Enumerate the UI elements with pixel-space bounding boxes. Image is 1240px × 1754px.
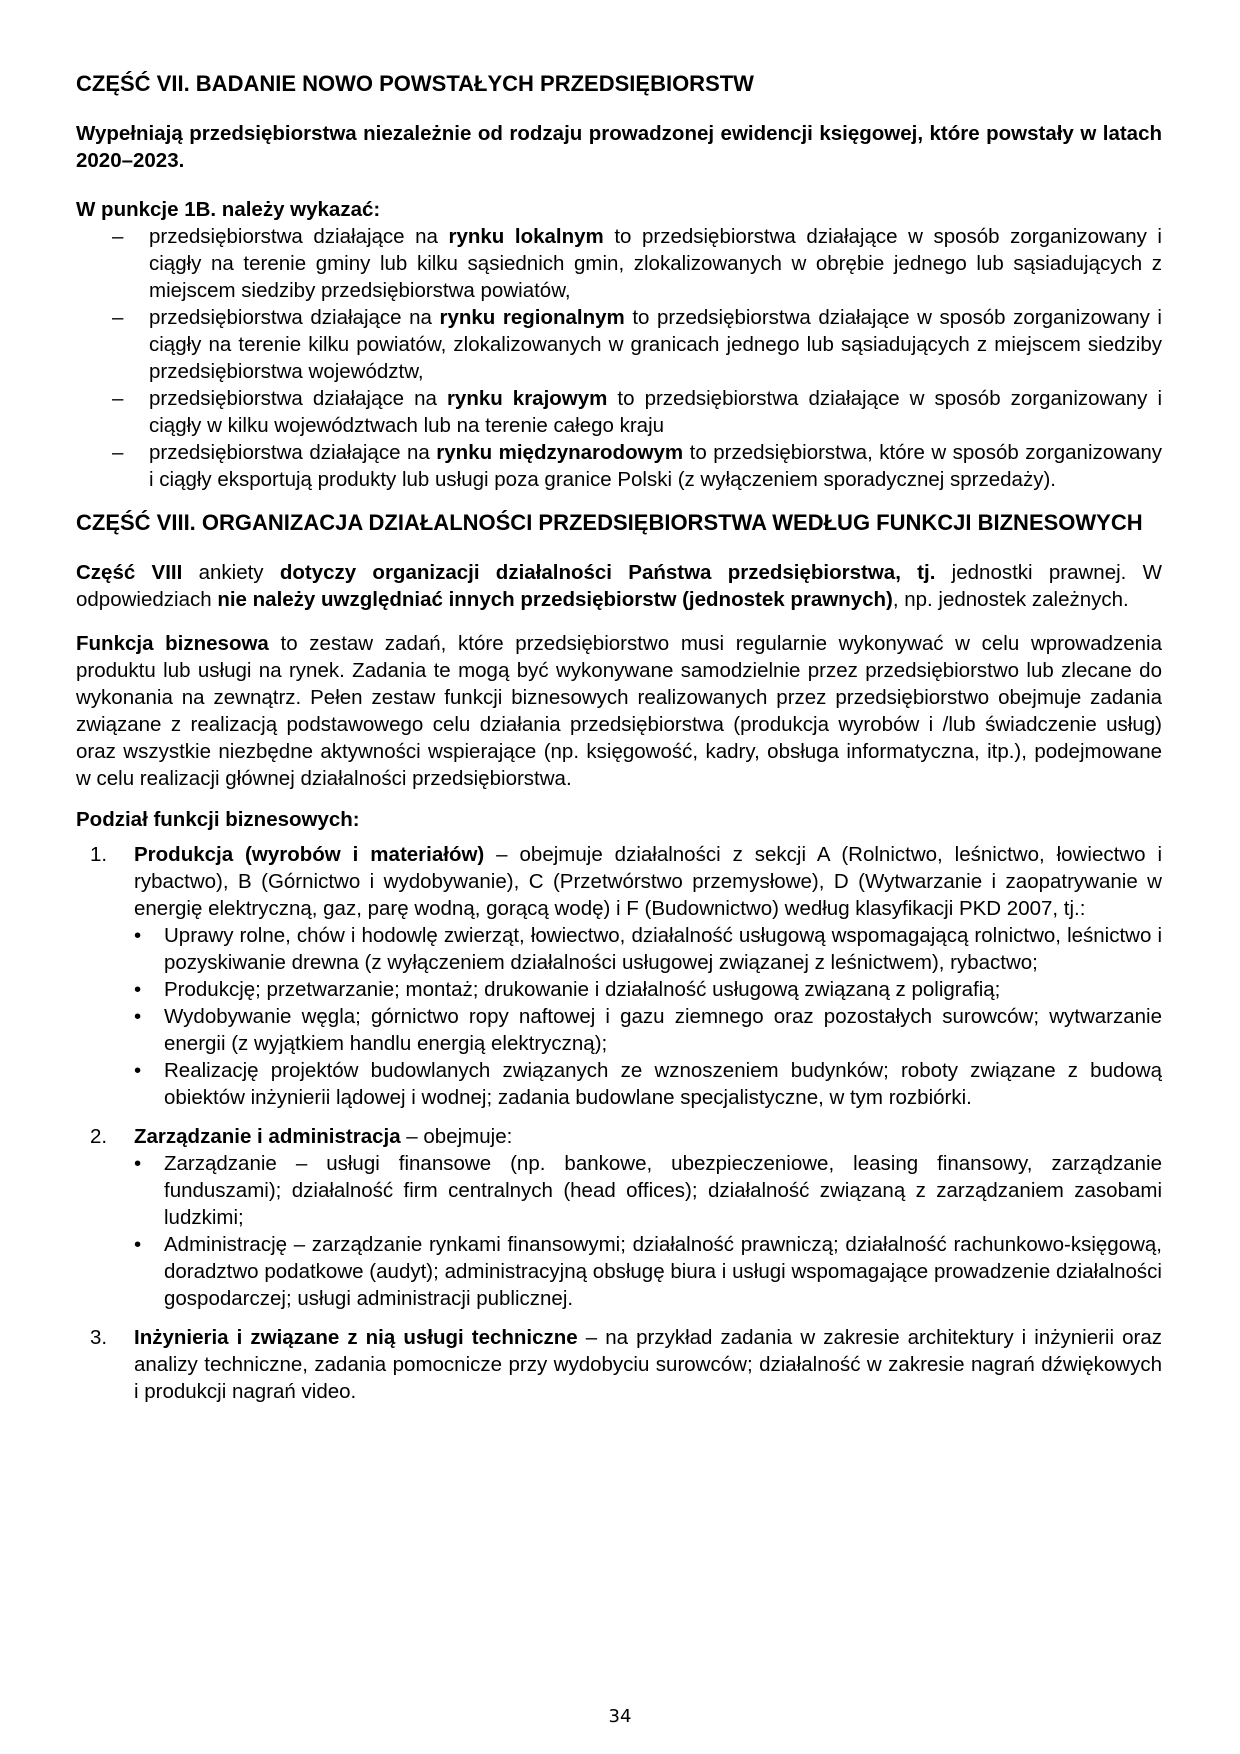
function-number: 1. bbox=[90, 843, 108, 866]
page-number: 34 bbox=[608, 1706, 632, 1727]
market-definition-item bbox=[76, 385, 1162, 439]
text-run: – obejmuje: bbox=[400, 1125, 513, 1148]
text-bold: Funkcja biznesowa bbox=[76, 632, 269, 655]
text-bold: Część VIII bbox=[76, 561, 183, 584]
part8-title: CZĘŚĆ VIII. ORGANIZACJA DZIAŁALNOŚCI PRZEDSIĘBIORSTWA WEDŁUG FUNKCJI BIZNESOWYCH bbox=[76, 510, 1143, 535]
text-run: – obejmuje działalności z sekcji A (Rolnictwo, leśnictwo, łowiectwo i rybactwo), B (Górnictwo i wydobywanie), C (Przetwórstwo przemysłowe), D (Wytwarzanie i zaopatrywanie w energię elektryczną, gaz, parę wodną, gorącą wodę) i F (Budownictwo) według klasyfikacji PKD 2007, tj.: bbox=[134, 843, 1162, 920]
text-run: przedsiębiorstwa działające na bbox=[149, 225, 449, 248]
text-run: – na przykład zadania w zakresie architektury i inżynierii oraz analizy techniczne, zadania pomocnicze przy wydobyciu surowców; działalność w zakresie nagrań dźwiękowych i produkcji nagrań video. bbox=[134, 1326, 1162, 1403]
function-bullet-item bbox=[134, 1150, 1162, 1231]
bullet-text: Administrację – zarządzanie rynkami finansowymi; działalność prawniczą; działalność rachunkowo-księgową, doradztwo podatkowe (audyt); administracyjną obsługę biura i usługi wspomagające prowadzenie działalności gospodarczej; usługi administracji publicznej. bbox=[164, 1233, 1162, 1310]
dash-marker: – bbox=[112, 225, 124, 248]
market-type-label: rynku regionalnym bbox=[439, 306, 625, 329]
text-run: ankiety bbox=[182, 561, 280, 584]
bullet-marker: • bbox=[134, 1005, 142, 1028]
function-bullet-item bbox=[134, 922, 1162, 976]
business-function-item bbox=[76, 841, 1162, 1111]
text-run: to przedsiębiorstwa działające w sposób zorganizowany i ciągły na terenie kilku powiatów, zlokalizowanych w granicach jednego lub sąsiadujących z miejscem siedziby przedsiębiorstwa województw, bbox=[149, 306, 1162, 383]
function-name: Produkcja (wyrobów i materiałów) bbox=[134, 843, 485, 866]
text-bold: nie należy uwzględniać innych przedsiębiorstw (jednostek prawnych) bbox=[217, 588, 893, 611]
function-bullets bbox=[134, 1150, 1162, 1312]
document-page bbox=[76, 70, 1162, 1405]
market-type-label: rynku lokalnym bbox=[448, 225, 604, 248]
bullet-marker: • bbox=[134, 978, 142, 1001]
bullet-text: Produkcję; przetwarzanie; montaż; drukowanie i działalność usługową związaną z poligrafią; bbox=[164, 978, 1001, 1001]
dash-marker: – bbox=[112, 387, 124, 410]
text-run: przedsiębiorstwa działające na bbox=[149, 441, 437, 464]
bullet-marker: • bbox=[134, 1233, 142, 1256]
bullet-text: Wydobywanie węgla; górnictwo ropy naftowej i gazu ziemnego oraz pozostałych surowców; wytwarzanie energii (z wyjątkiem handlu energią elektryczną); bbox=[164, 1005, 1162, 1055]
text-run: , np. jednostek zależnych. bbox=[892, 588, 1129, 611]
bullet-marker: • bbox=[134, 1152, 142, 1175]
part8-scope-paragraph bbox=[76, 559, 1162, 613]
market-type-label: rynku krajowym bbox=[446, 387, 608, 410]
text-run: przedsiębiorstwa działające na bbox=[149, 387, 447, 410]
text-run: przedsiębiorstwa działające na bbox=[149, 306, 440, 329]
function-bullet-item bbox=[134, 1231, 1162, 1312]
dash-marker: – bbox=[112, 306, 124, 329]
text-run: jednostki prawnej. W odpowiedziach bbox=[76, 561, 1162, 611]
bullet-text: Zarządzanie – usługi finansowe (np. bankowe, ubezpieczeniowe, leasing finansowy, zarządzanie funduszami); działalność firm centralnych (head offices); działalność związaną z zarządzaniem zasobami ludzkimi; bbox=[164, 1152, 1162, 1229]
function-number: 3. bbox=[90, 1326, 108, 1349]
function-description bbox=[134, 1324, 1162, 1405]
function-description bbox=[134, 841, 1162, 922]
function-bullet-item bbox=[134, 1057, 1162, 1111]
function-description bbox=[134, 1123, 1162, 1150]
market-definition-item bbox=[76, 223, 1162, 304]
bullet-marker: • bbox=[134, 924, 142, 947]
function-number: 2. bbox=[90, 1125, 108, 1148]
dash-marker: – bbox=[112, 441, 124, 464]
bullet-text: Realizację projektów budowlanych związanych ze wznoszeniem budynków; roboty związane z budową obiektów inżynierii lądowej i wodnej; zadania budowlane specjalistyczne, w tym rozbiórki. bbox=[164, 1059, 1162, 1109]
part7-intro: Wypełniają przedsiębiorstwa niezależnie od rodzaju prowadzonej ewidencji księgowej, które powstały w latach 2020–2023. bbox=[76, 122, 1162, 172]
business-function-item bbox=[76, 1324, 1162, 1405]
part7-title: CZĘŚĆ VII. BADANIE NOWO POWSTAŁYCH PRZEDSIĘBIORSTW bbox=[76, 71, 754, 96]
function-name: Inżynieria i związane z nią usługi techniczne bbox=[134, 1326, 578, 1349]
function-bullets bbox=[134, 922, 1162, 1111]
text-run: to przedsiębiorstwa, które w sposób zorganizowany i ciągły eksportują produkty lub usługi poza granice Polski (z wyłączeniem sporadycznej sprzedaży). bbox=[149, 441, 1163, 491]
bullet-marker: • bbox=[134, 1059, 142, 1082]
text-run: to zestaw zadań, które przedsiębiorstwo musi regularnie wykonywać w celu wprowadzenia produktu lub usługi na rynek. Zadania te mogą być wykonywane samodzielnie przez przedsiębiorstwo lub zlecane do wykonania na zewnątrz. Pełen zestaw funkcji biznesowych realizowanych przez przedsiębiorstwo obejmuje zadania związane z realizacją podstawowego celu działania przedsiębiorstwa (produkcja wyrobów i /lub świadczenie usług) oraz wszystkie niezbędne aktywności wspierające (np. księgowość, kadry, obsługa informatyczna, itp.), podejmowane w celu realizacji głównej działalności przedsiębiorstwa. bbox=[76, 632, 1163, 790]
function-name: Zarządzanie i administracja bbox=[134, 1125, 401, 1148]
market-type-label: rynku międzynarodowym bbox=[436, 441, 684, 464]
text-bold: dotyczy organizacji działalności Państwa przedsiębiorstwa, tj. bbox=[279, 561, 936, 584]
business-function-item bbox=[76, 1123, 1162, 1312]
text-run: to przedsiębiorstwa działające w sposób zorganizowany i ciągły w kilku województwach lub na terenie całego kraju bbox=[149, 387, 1162, 437]
division-heading: Podział funkcji biznesowych: bbox=[76, 808, 360, 831]
business-functions-list bbox=[76, 841, 1162, 1405]
text-run: to przedsiębiorstwa działające w sposób zorganizowany i ciągły na terenie gminy lub kilku sąsiednich gmin, zlokalizowanych w obrębie jednego lub sąsiadujących z miejscem siedziby przedsiębiorstwa powiatów, bbox=[149, 225, 1162, 302]
function-bullet-item bbox=[134, 976, 1162, 1003]
business-function-definition bbox=[76, 630, 1162, 792]
function-bullet-item bbox=[134, 1003, 1162, 1057]
market-definition-item bbox=[76, 304, 1162, 385]
market-definition-item bbox=[76, 439, 1162, 493]
market-definitions-list bbox=[76, 223, 1162, 493]
part7-point-heading: W punkcje 1B. należy wykazać: bbox=[76, 198, 381, 221]
bullet-text: Uprawy rolne, chów i hodowlę zwierząt, łowiectwo, działalność usługową wspomagającą rolnictwo, leśnictwo i pozyskiwanie drewna (z wyłączeniem działalności usługowej związanej z leśnictwem), rybactwo; bbox=[164, 924, 1162, 974]
